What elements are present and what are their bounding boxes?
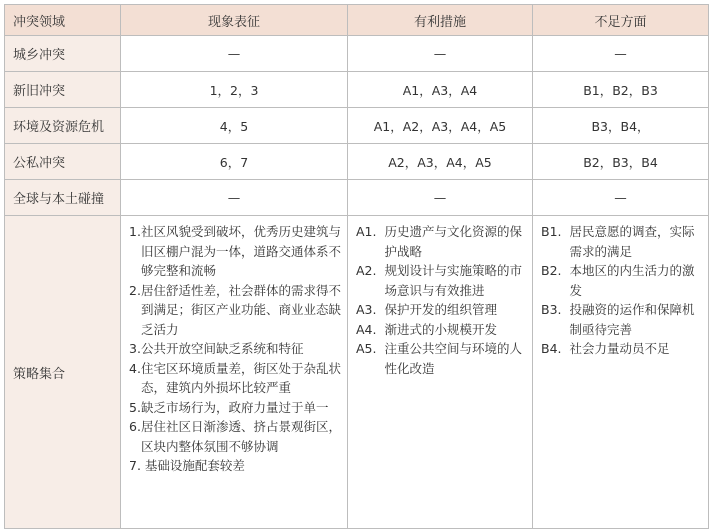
row-phenomena: —: [121, 180, 348, 216]
row-shortcomings: B2，B3，B4: [533, 144, 709, 180]
row-favorable: —: [348, 36, 533, 72]
list-item: B1. 居民意愿的调查，实际需求的满足: [541, 224, 695, 259]
header-favorable: 有利措施: [348, 5, 533, 36]
row-favorable: A2，A3，A4，A5: [348, 144, 533, 180]
list-item: 3. 公共开放空间缺乏系统和特征: [129, 341, 304, 356]
row-favorable: —: [348, 180, 533, 216]
row-phenomena: 4，5: [121, 108, 348, 144]
row-domain: 环境及资源危机: [5, 108, 121, 144]
row-domain: 公私冲突: [5, 144, 121, 180]
list-item: 7. 基础设施配套较差: [129, 458, 245, 473]
list-item: B2. 本地区的内生活力的激发: [541, 263, 695, 298]
strategy-favorable-list: [348, 216, 533, 529]
row-domain: 新旧冲突: [5, 72, 121, 108]
row-favorable: A1，A2，A3，A4，A5: [348, 108, 533, 144]
header-domain: 冲突领域: [5, 5, 121, 36]
row-phenomena: 6，7: [121, 144, 348, 180]
table-row: [5, 36, 709, 72]
header-phenomena: 现象表征: [121, 5, 348, 36]
strategy-domain: 策略集合: [5, 216, 121, 529]
strategy-phenomena-list: [121, 216, 348, 529]
table-row: [5, 180, 709, 216]
list-item: A5. 注重公共空间与环境的人性化改造: [356, 341, 522, 376]
header-row: [5, 5, 709, 36]
header-shortcomings: 不足方面: [533, 5, 709, 36]
row-shortcomings: B3，B4，: [533, 108, 709, 144]
list-item: 5. 缺乏市场行为，政府力量过于单一: [129, 399, 329, 415]
table-row: [5, 72, 709, 108]
row-shortcomings: B1，B2，B3: [533, 72, 709, 108]
row-domain: 城乡冲突: [5, 36, 121, 72]
row-favorable: A1，A3，A4: [348, 72, 533, 108]
list-item: 6. 居住社区日渐渗透、挤占景观街区，区块内整体氛围不够协调: [129, 419, 341, 454]
list-item: B4. 社会力量动员不足: [541, 341, 670, 356]
list-item: 4. 住宅区环境质量差，街区处于杂乱状态，建筑内外损坏比较严重: [129, 360, 341, 395]
row-phenomena: 1，2，3: [121, 72, 348, 108]
list-item: 1. 社区风貌受到破坏，优秀历史建筑与旧区棚户混为一体，道路交通体系不够完整和流畅: [129, 224, 341, 278]
row-shortcomings: —: [533, 36, 709, 72]
strategy-row: [5, 216, 709, 529]
row-shortcomings: —: [533, 180, 709, 216]
strategy-shortcomings-list: [533, 216, 709, 529]
row-domain: 全球与本土碰撞: [5, 180, 121, 216]
table-row: [5, 108, 709, 144]
list-item: 2. 居住舒适性差，社会群体的需求得不到满足；街区产业功能、商业业态缺乏活力: [129, 282, 341, 337]
list-item: A2. 规划设计与实施策略的市场意识与有效推进: [356, 263, 522, 298]
list-item: A4. 渐进式的小规模开发: [356, 321, 497, 337]
list-item: A3. 保护开发的组织管理: [356, 302, 497, 317]
list-item: B3. 投融资的运作和保障机制亟待完善: [541, 302, 695, 337]
conflict-strategy-table: [4, 4, 709, 529]
row-phenomena: —: [121, 36, 348, 72]
table-row: [5, 144, 709, 180]
list-item: A1. 历史遗产与文化资源的保护战略: [356, 224, 522, 259]
